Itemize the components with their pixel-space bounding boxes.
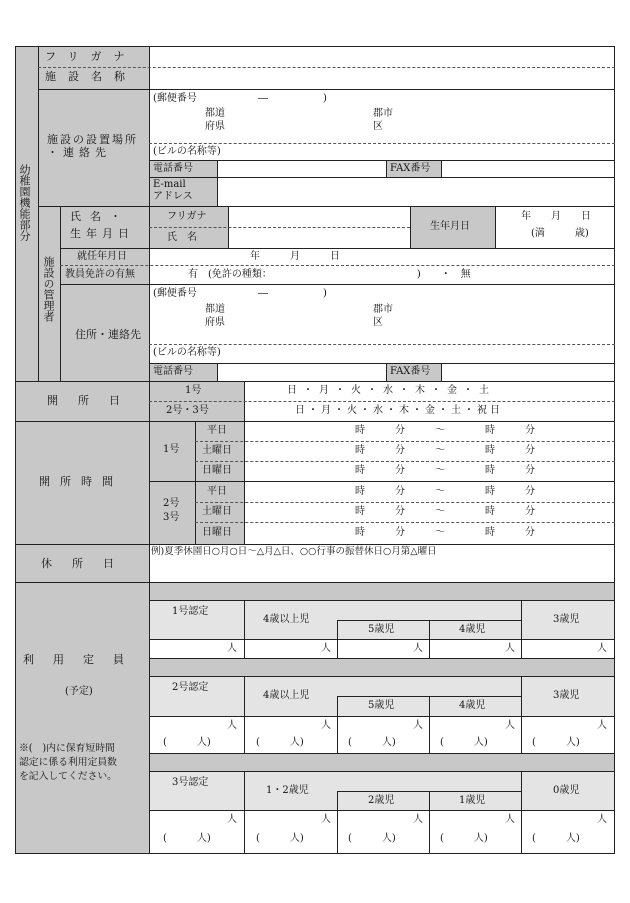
rule	[149, 363, 615, 364]
rule	[149, 46, 150, 544]
rule	[149, 753, 615, 754]
rule	[149, 544, 150, 854]
rule	[149, 716, 615, 717]
saturday-label-2: 土曜日	[202, 506, 232, 517]
email-label-1: E-mail	[153, 179, 186, 190]
rule	[149, 771, 615, 772]
gunshi-1b: 郡市	[373, 304, 393, 315]
rule	[60, 265, 615, 266]
rule	[149, 160, 615, 161]
gunshi-2: 区	[373, 121, 383, 132]
cert3-label: 3号認定	[172, 777, 209, 788]
closed-label: 休所日	[41, 557, 134, 570]
rule	[60, 206, 61, 381]
rule	[149, 227, 410, 228]
postal-close-2: )	[323, 288, 327, 299]
time-value: 時 分 ～ 時 分	[355, 506, 535, 517]
paren-person: ( 人)	[440, 833, 488, 844]
rule	[521, 676, 522, 753]
person-unit: 人	[413, 643, 423, 654]
rule	[149, 177, 615, 178]
rule	[149, 143, 615, 144]
paren-person: ( 人)	[532, 737, 580, 748]
sunday-label-1: 日曜日	[202, 465, 232, 476]
paren-person: ( 人)	[532, 833, 580, 844]
rule	[60, 248, 615, 249]
dob-value-2: (満 歳)	[531, 228, 589, 239]
rule	[149, 344, 615, 345]
capacity-label: 利用定員	[23, 653, 143, 666]
todofuken-1: 都道	[205, 108, 225, 119]
time-value: 時 分 ～ 時 分	[355, 445, 535, 456]
weekday-label-2: 平日	[207, 486, 227, 497]
rule	[337, 696, 338, 753]
name-dob-2: 生年月日	[70, 227, 134, 240]
rule	[244, 676, 245, 753]
type23-label: 2号・3号	[166, 405, 209, 416]
rule	[149, 676, 615, 677]
postal-label-2: (郵便番号	[153, 288, 197, 299]
person-unit: 人	[227, 643, 237, 654]
rule	[521, 600, 522, 658]
name-dob-1: 氏名・	[70, 210, 130, 223]
postal-dash-2: ―	[258, 288, 268, 299]
rule	[149, 481, 615, 482]
gunshi-2b: 区	[373, 317, 383, 328]
type1-label: 1号	[185, 385, 202, 396]
rule	[15, 582, 615, 583]
rule	[244, 600, 245, 658]
capacity-sub: (予定)	[65, 686, 93, 697]
application-form	[15, 46, 615, 854]
rule	[15, 544, 615, 545]
age3-label: 3歳児	[553, 614, 580, 625]
days1-value: 日・月・火・水・木・金・土	[287, 385, 495, 396]
todofuken-2: 府県	[205, 121, 225, 132]
person-unit: 人	[321, 814, 331, 825]
time-value: 時 分 ～ 時 分	[355, 425, 535, 436]
building-label: (ビルの名称等)	[153, 146, 221, 157]
furigana-small-label: フリガナ	[167, 211, 207, 222]
paren-person: ( 人)	[348, 833, 396, 844]
paren-person: ( 人)	[440, 737, 488, 748]
rule	[149, 639, 615, 640]
rule	[38, 89, 615, 90]
time-value: 時 分 ～ 時 分	[355, 486, 535, 497]
rule	[337, 791, 338, 854]
email-label-2: アドレス	[153, 191, 193, 202]
type2-hours-label: 2号	[163, 498, 180, 509]
rule	[495, 206, 496, 248]
rule	[149, 658, 615, 659]
rule	[60, 284, 615, 285]
age5-label-2: 5歳児	[368, 700, 395, 711]
appointment-value: 年 月 日	[250, 251, 340, 262]
paren-person: ( 人)	[256, 737, 304, 748]
person-unit: 人	[227, 720, 237, 731]
todofuken-2b: 府県	[205, 317, 225, 328]
hours-label: 開所時間	[39, 475, 123, 488]
age2-label: 2歳児	[368, 795, 395, 806]
paren-person: ( 人)	[348, 737, 396, 748]
person-unit: 人	[597, 643, 607, 654]
person-unit: 人	[321, 720, 331, 731]
rule	[337, 620, 338, 658]
open-days-label: 開所日	[47, 394, 140, 407]
age12-label: 1・2歳児	[266, 785, 309, 796]
location-label-1: 施設の設置場所	[47, 133, 138, 146]
gunshi-1: 郡市	[373, 108, 393, 119]
rule	[15, 421, 615, 422]
dob-value-1: 年 月 日	[521, 211, 591, 222]
furigana-label: フリガナ	[45, 50, 137, 63]
person-unit: 人	[505, 814, 515, 825]
todofuken-1b: 都道	[205, 304, 225, 315]
postal-dash: ―	[258, 93, 268, 104]
rule	[429, 696, 430, 753]
rule	[149, 600, 615, 601]
rule	[195, 522, 615, 523]
rule	[410, 206, 411, 248]
rule	[244, 381, 245, 544]
appointment-label: 就任年月日	[77, 251, 127, 262]
paren-person: ( 人)	[163, 833, 211, 844]
cert1-label: 1号認定	[172, 606, 209, 617]
capacity-note-1: ※( )内に保育短時間	[19, 743, 115, 754]
postal-label: (郵便番号	[153, 93, 197, 104]
rule	[386, 160, 387, 177]
type3-hours-label: 3号	[163, 512, 180, 523]
license-value: 有 (免許の種類： ) ・ 無	[188, 269, 471, 280]
address-contact-label: 住所・連絡先	[75, 328, 141, 341]
time-value: 時 分 ～ 時 分	[355, 527, 535, 538]
weekday-label-1: 平日	[207, 425, 227, 436]
facility-name-label: 施設名称	[45, 70, 137, 83]
rule	[38, 67, 615, 68]
person-unit: 人	[597, 814, 607, 825]
building-label-2: (ビルの名称等)	[153, 347, 221, 358]
paren-person: ( 人)	[256, 833, 304, 844]
rule	[15, 381, 615, 382]
capacity-note-3: を記入してください。	[19, 771, 117, 782]
age0-label: 0歳児	[553, 785, 580, 796]
age3-label-2: 3歳児	[553, 690, 580, 701]
saturday-label-1: 土曜日	[202, 445, 232, 456]
dob-label: 生年月日	[430, 221, 470, 232]
rule	[38, 46, 39, 381]
person-unit: 人	[505, 720, 515, 731]
rule	[429, 791, 430, 854]
phone-label-2: 電話番号	[153, 366, 193, 377]
person-unit: 人	[321, 643, 331, 654]
person-unit: 人	[597, 720, 607, 731]
phone-label: 電話番号	[153, 163, 193, 174]
rule	[149, 401, 615, 402]
person-unit: 人	[413, 814, 423, 825]
rule	[429, 620, 430, 658]
age5-label: 5歳児	[368, 624, 395, 635]
rule	[195, 421, 196, 544]
rule	[521, 771, 522, 854]
age4-label: 4歳児	[459, 624, 486, 635]
person-unit: 人	[413, 720, 423, 731]
fax-label: FAX番号	[390, 163, 431, 174]
age4plus-label-2: 4歳以上児	[263, 690, 310, 701]
rule	[441, 160, 442, 177]
rule	[195, 461, 615, 462]
person-unit: 人	[227, 814, 237, 825]
person-unit: 人	[505, 643, 515, 654]
section-kindergarten-label: 幼稚園機能部分	[18, 164, 31, 241]
rule	[195, 502, 615, 503]
rule	[38, 206, 615, 207]
days23-value: 日・月・火・水・木・金・土・祝日	[295, 405, 503, 416]
rule	[195, 441, 615, 442]
rule	[217, 160, 218, 206]
rule	[217, 363, 218, 381]
type1-hours-label: 1号	[163, 444, 180, 455]
rule	[441, 363, 442, 381]
age4-label-2: 4歳児	[459, 700, 486, 711]
license-label: 教員免許の有無	[65, 269, 135, 280]
sunday-label-2: 日曜日	[202, 527, 232, 538]
age4plus-label: 4歳以上児	[263, 614, 310, 625]
location-label-2: ・連絡先	[47, 146, 111, 159]
capacity-note-2: 認定に係る利用定員数	[19, 757, 117, 768]
fax-label-2: FAX番号	[390, 366, 431, 377]
cert2-label: 2号認定	[172, 682, 209, 693]
rule	[149, 810, 615, 811]
rule	[386, 363, 387, 381]
name-small-label: 氏 名	[167, 232, 197, 243]
time-value: 時 分 ～ 時 分	[355, 465, 535, 476]
rule	[244, 771, 245, 854]
manager-label: 施設の管理者	[42, 256, 55, 322]
age1-label: 1歳児	[459, 795, 486, 806]
closed-example: 例)夏季休園日○月○日～△月△日、○○行事の振替休日○月第△曜日	[151, 546, 437, 557]
paren-person: ( 人)	[163, 737, 211, 748]
postal-close: )	[323, 93, 327, 104]
